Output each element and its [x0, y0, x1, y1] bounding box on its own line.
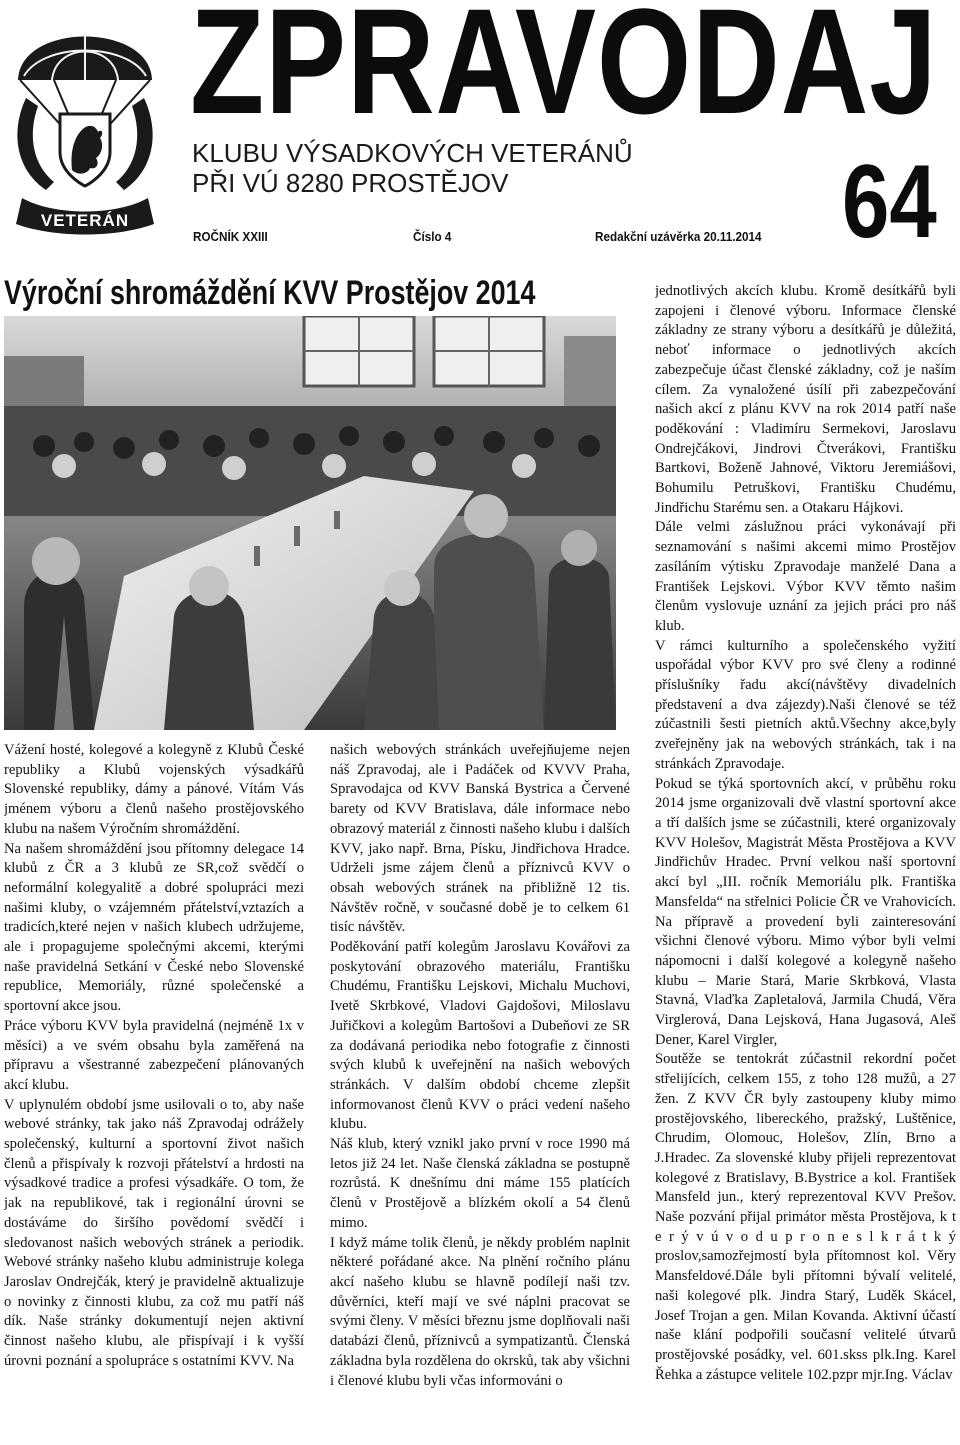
paragraph: I když máme tolik členů, je někdy problém naplnit některé pořádané akce. Na plnění ročního plánu akcí našeho klubu se hlavně podílejí naši tzv. důvěrníci, kteří mají ve své náplni pracovat se svými členy. V měsíci březnu jsme doplňovali naši databázi členů, příznivců a sympatizantů. Členská základna byla rozdělena do okrsků, tak aby všichni i členové klubu byli včas informováni o: [330, 1234, 630, 1389]
article-column-2: [330, 741, 630, 1441]
paragraph: V uplynulém období jsme usilovali o to, aby naše webové stránky, tak jako náš Zpravodaj odrážely společenský, kulturní a sportovní život našich členů a přispívaly k rozvoji přátelství a hrdosti na výsadkové tradice a profesi výsadkáře. O tom, že jak na republikové, tak i regionální úrovni se dostáváme do širšího povědomí svědčí i sledovanost našich webových stránek a periodik. Webové stránky našeho klubu administruje kolega Jaroslav Ondrejčák, který je pravidelně aktualizuje o novinky z činnosti klubu, za což mu patří náš dík. Naše stránky dokumentují nejen aktivní činnost našeho klubu, ale přispívají i k vyšší úrovni poznání a spolupráce s ostatními KVV. Na: [4, 1096, 304, 1369]
volume-label: ROČNÍK XXIII: [193, 229, 268, 244]
paragraph: Vážení hosté, kolegové a kolegyně z Klubů České republiky a Klubů vojenských výsadkářů Slovenské republiky, dámy a pánové. Vítám Vás jménem výboru a členů našeho prostějovského klubu na našem Výročním shromáždění.: [4, 742, 304, 837]
masthead-title: ZPRAVODAJ: [190, 0, 938, 145]
subtitle-line-2: PŘI VÚ 8280 PROSTĚJOV: [192, 168, 509, 198]
article-column-1: [4, 741, 304, 1441]
paragraph: našich webových stránkách uveřejňujeme nejen náš Zpravodaj, ale i Padáček od KVVV Praha, Spravodajca od KVV Banská Bystrica a Červené barety od KVV Bratislava, dále informace nebo obrazový materiál z činnosti našeho klubu i dalších KVV, jako např. Brna, Písku, Jindřichova Hradce. Udrželi jsme zájem členů a příznivců KVV o obsah webových stránek na přibližně 12 tis. Návštěv ročně, v současné době je to celkem 61 tisíc návštěv.: [330, 742, 630, 936]
paragraph: Na našem shromáždění jsou přítomny delegace 14 klubů z ČR a 3 klubů ze SR,což svědčí o neformální kolegyalitě a dobré spolupráci mezi našimi kluby, o vzájemném přátelství,vztazích a tradicích,které nejen v našich klubech udržujeme, ale i propagujeme společnými akcemi, kterými naše pravidelná Setkání v České nebo Slovenské republice, Memoriály, různé společenské a sportovní akce jsou.: [4, 840, 304, 1015]
deadline-label: Redakční uzávěrka 20.11.2014: [595, 229, 762, 244]
paragraph: Poděkování patří kolegům Jaroslavu Kovářovi za poskytování obrazového materiálu, Františku Chudému, Františku Lejskovi, Michalu Muchovi, Ivetě Skrbkové, Vladovi Gajdošovi, Miloslavu Juřičkovi a kolegům Bartošovi a Dubeňovi ze SR za dodávaná periodika nebo fotografie z činnosti svých klubů k uveřejnění na našich webových stránkách. V dalším období chceme zlepšit informovanost členů KVV o práci vedení našeho klubu.: [330, 939, 630, 1133]
paragraph: Náš klub, který vznikl jako první v roce 1990 má letos již 24 let. Naše členská základna se postupně rozrůstá. K dnešnímu dni máme 155 platících členů v Prostějově a blízkém okolí a 54 členů mimo.: [330, 1136, 630, 1231]
article-headline: Výroční shromáždění KVV Prostějov 2014: [4, 274, 536, 312]
paragraph: V rámci kulturního a společenského vyžití uspořádal výbor KVV pro své členy a rodinné příslušníky řadu akcí(návštěvy divadelních představení a dva zájezdy).Naši členové se též zúčastnili šesti pietních aktů.Všechny akce,byly zveřejněny jak na webových stránkách, tak i na stránkách Zpravodaje.: [655, 637, 956, 772]
masthead-subtitle: [192, 138, 633, 198]
issue-number: 64: [842, 144, 937, 260]
logo-banner-text: VETERÁN: [40, 211, 130, 230]
assembly-hall-photo: [4, 316, 616, 730]
subtitle-line-1: KLUBU VÝSADKOVÝCH VETERÁNŮ: [192, 138, 633, 168]
parachute-lion-emblem-icon: [4, 2, 166, 236]
paragraph: Pokud se týká sportovních akcí, v průběhu roku 2014 jsme organizovali dvě vlastní sportovní akce a tří dalších jsme se zúčastnili, které organizovaly KVV Holešov, Magistrát Města Prostějova a KVV Jindřichův Hradec. První velkou naší sportovní akcí byl „III. ročník Memoriálu plk. Františka Mansfelda“ na střelnici Policie ČR ve Vrahovicích. Na přípravě a provedení byli zainteresování všichni členové výboru. Mimo výbor byli velmi nápomocni i další kolegové a kolegyně našeho klubu – Marie Stará, Marie Skrbková, Vlasta Stavná, Vlaďka Zapletalová, Jarmila Chudá, Věra Virglerová, Dana Lejsková, Hana Jugasová, Aleš Dener, Karel Virgler,: [655, 775, 956, 1048]
paragraph: Dále velmi záslužnou práci vykonávají při seznamování s našimi akcemi mimo Prostějov zasíláním výtisku Zpravodaje manželé Dana a František Lejskovi. Výbor KVV těmto našim členům vyslovuje uznání za jejich práci pro náš klub.: [655, 519, 956, 634]
issue-label: Číslo 4: [413, 229, 452, 244]
article-column-3: [655, 282, 956, 1442]
paragraph: Práce výboru KVV byla pravidelná (nejméně 1x v měsíci) a ve svém obsahu byla zaměřená na přípravu a všestranné zabezpečení plánovaných akcí klubu.: [4, 1017, 304, 1093]
paragraph: jednotlivých akcích klubu. Kromě desítkářů byli zapojeni i členové výboru. Informace členské základny ze strany výboru a desítkářů je důležitá, neboť informace o jednotlivých akcích zabezpečuje účast členské základny, což je naším cílem. Za vynaložené úsílí při zabezpečování našich akcí z plánu KVV na rok 2014 patří naše poděkování : Vladimíru Sermekovi, Jaroslavu Ondrejčákovi, Jindrovi Čtverákovi, Františku Bartkovi, Boženě Jahnové, Viktoru Jeremiášovi, Bohumilu Petruškovi, Františku Chudému, Jindřichu Starému sen. a Otakaru Hájkovi.: [655, 283, 956, 516]
paragraph: Soutěže se tentokrát zúčastnil rekordní počet střelijících, celkem 155, z toho 128 mužů, a 27 žen. Z KVV ČR byly zastoupeny kluby mimo prostějovského, libereckého, pražský, Luštěnice, Chrudim, Olomouc, Holešov, Zlín, Brno a J.Hradec. Za slovenské kluby přijeli reprezentovat kolegové z Bratislavy, B.Bystrice a kol. František Mansfeld jun., který reprezentoval KVV Prešov. Naše pozvání přijal primátor města Prostějova, k t e r ý v ú v o d u p r o n e s l k r á t k ý proslov,samozřejmostí byla přítomnost kol. Věry Mansfeldové.Dále byli přítomni bývalí velitelé, naši kolegové plk. Jindra Starý, Luděk Skácel, Josef Trojan a gen. Milan Kovanda. Aktivní účastí naše klání podpořili současní velitelé útvarů prostějovské posádky, vel. 601.skss plk.Ing. Karel Řehka a zástupce velitele 102.pzpr mjr.Ing. Václav: [655, 1051, 956, 1383]
